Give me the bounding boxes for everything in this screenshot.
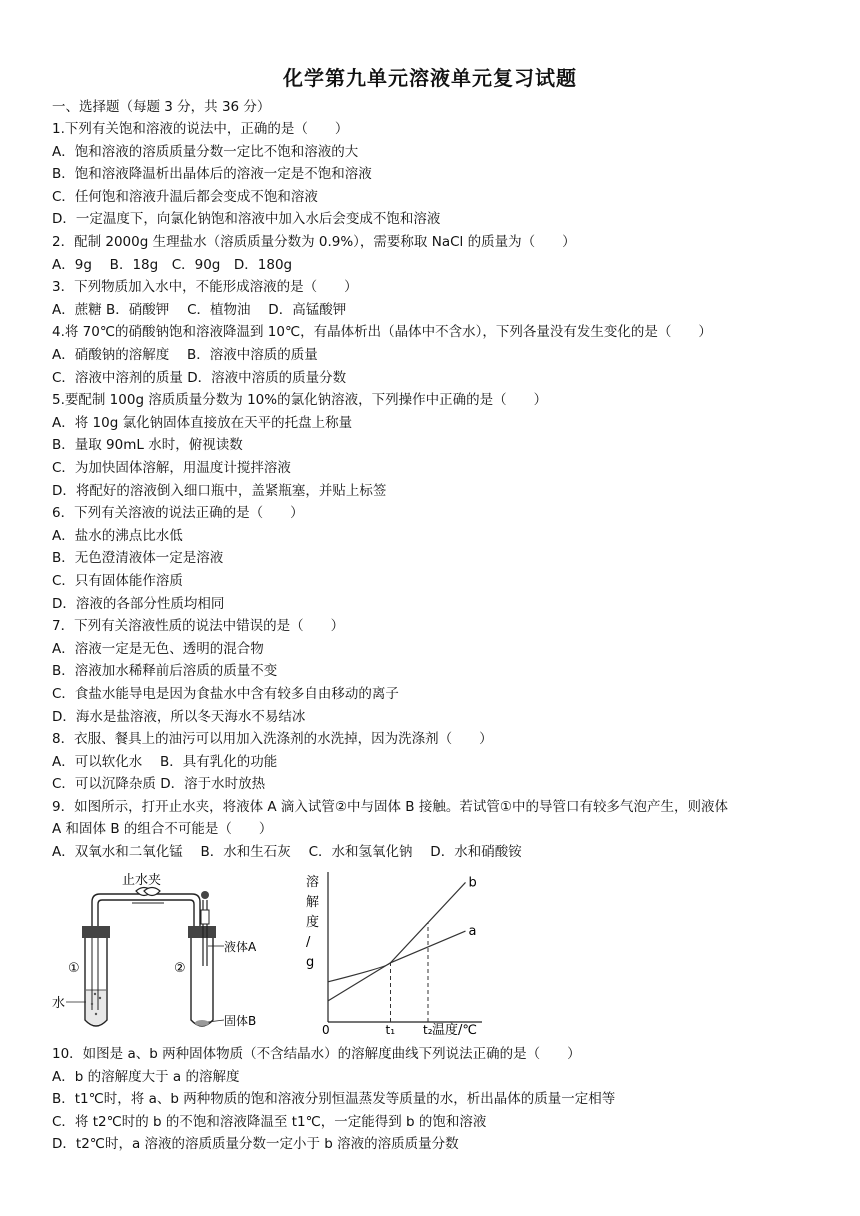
question-line: 2．配制 2000g 生理盐水（溶质质量分数为 0.9%），需要称取 NaCl 的质量为（ ） (52, 234, 576, 250)
y-label-char: 度 (306, 915, 320, 930)
q10-option: B．t1℃时，将 a、b 两种物质的饱和溶液分别恒温蒸发等质量的水，析出晶体的质量一定相等 (52, 1091, 616, 1107)
question-line: C．任何饱和溶液升温后都会变成不饱和溶液 (52, 188, 318, 205)
question-line: B．量取 90mL 水时，俯视读数 (52, 437, 243, 454)
question-line: C．食盐水能导电是因为食盐水中含有较多自由移动的离子 (52, 686, 399, 702)
question-line: 3．下列物质加入水中，不能形成溶液的是（ ） (52, 279, 358, 296)
q10-option: C．将 t2℃时的 b 的不饱和溶液降温至 t1℃，一定能得到 b 的饱和溶液 (52, 1113, 487, 1130)
tube2-label: ② (174, 961, 186, 976)
series-label-a: a (468, 924, 477, 940)
question-line: B．溶液加水稀释前后溶质的质量不变 (52, 663, 278, 680)
solubility-chart (298, 868, 488, 1035)
question-line: A．溶液一定是无色、透明的混合物 (52, 640, 264, 657)
test-tube-1 (82, 926, 110, 1026)
q10-option: A．b 的溶解度大于 a 的溶解度 (52, 1068, 240, 1085)
apparatus-figure (52, 870, 272, 1035)
x-tick-label: 0 (322, 1023, 330, 1035)
question-line: A．硝酸钠的溶解度 B．溶液中溶质的质量 (52, 347, 318, 363)
question-line: C．溶液中溶剂的质量 D．溶液中溶质的质量分数 (52, 369, 347, 386)
y-label-char: 解 (306, 895, 320, 910)
question-line: 4.将 70℃的硝酸钠饱和溶液降温到 10℃，有晶体析出（晶体中不含水），下列各量没有发生变化的是（ ） (52, 324, 712, 341)
q10-option: D．t2℃时，a 溶液的溶质质量分数一定小于 b 溶液的溶质质量分数 (52, 1136, 459, 1152)
question-line: D．一定温度下，向氯化钠饱和溶液中加入水后会变成不饱和溶液 (52, 211, 441, 228)
x-tick-label: t₂ (423, 1023, 433, 1035)
solid-b-label: 固体B (224, 1014, 257, 1028)
water-label: 水 (52, 996, 66, 1011)
y-label-char: 溶 (306, 875, 320, 890)
question-line: A．蔗糖 B．硝酸钾 C．植物油 D．高锰酸钾 (52, 301, 347, 318)
question-line: 6．下列有关溶液的说法正确的是（ ） (52, 505, 304, 522)
question-line: A．可以软化水 B．具有乳化的功能 (52, 753, 278, 770)
section-heading: 一、选择题（每题 3 分，共 36 分） (52, 99, 271, 115)
question-line: A．9g B．18g C．90g D．180g (52, 256, 293, 273)
question-line: A．盐水的沸点比水低 (52, 527, 183, 544)
x-tick-label: t₁ (385, 1023, 396, 1035)
series-label-b: b (468, 875, 477, 891)
question-line: 7．下列有关溶液性质的说法中错误的是（ ） (52, 618, 345, 635)
q9-stem-line2: A 和固体 B 的组合不可能是（ ） (52, 821, 273, 837)
question-line: A．饱和溶液的溶质质量分数一定比不饱和溶液的大 (52, 143, 359, 160)
question-line: D．海水是盐溶液，所以冬天海水不易结冰 (52, 708, 306, 725)
y-label-char: g (306, 955, 315, 970)
x-axis-label: 温度/℃ (432, 1023, 477, 1035)
test-tube-2 (188, 891, 216, 1026)
question-line: C．只有固体能作溶质 (52, 573, 183, 589)
y-label-char: / (306, 935, 311, 950)
liquid-a-label: 液体A (224, 940, 257, 954)
question-line: B．无色澄清液体一定是溶液 (52, 550, 224, 567)
question-line: D．溶液的各部分性质均相同 (52, 595, 225, 612)
question-line: C．可以沉降杂质 D．溶于水时放热 (52, 776, 266, 793)
question-line: A．将 10g 氯化钠固体直接放在天平的托盘上称量 (52, 414, 353, 431)
question-line: 5.要配制 100g 溶质质量分数为 10%的氯化钠溶液，下列操作中正确的是（ ） (52, 392, 548, 409)
question-line: 1.下列有关饱和溶液的说法中，正确的是（ ） (52, 121, 349, 137)
y-axis-label (306, 874, 319, 970)
page-title: 化学第九单元溶液单元复习试题 (283, 66, 577, 90)
q10-stem: 10．如图是 a、b 两种固体物质（不含结晶水）的溶解度曲线下列说法正确的是（ ） (52, 1046, 581, 1062)
question-line: C．为加快固体溶解，用温度计搅拌溶液 (52, 460, 291, 476)
q9-stem-line1: 9．如图所示，打开止水夹，将液体 A 滴入试管②中与固体 B 接触。若试管①中的导管口有较多气泡产生，则液体 (52, 799, 728, 815)
clamp-label: 止水夹 (122, 873, 162, 888)
tube1-label: ① (68, 961, 80, 976)
series-line-b (328, 882, 466, 1000)
q9-options: A．双氧水和二氧化锰 B．水和生石灰 C．水和氢氧化钠 D．水和硝酸铵 (52, 844, 522, 860)
question-line: B．饱和溶液降温析出晶体后的溶液一定是不饱和溶液 (52, 166, 372, 183)
question-line: D．将配好的溶液倒入细口瓶中，盖紧瓶塞，并贴上标签 (52, 482, 387, 499)
question-line: 8．衣服、餐具上的油污可以用加入洗涤剂的水洗掉，因为洗涤剂（ ） (52, 731, 493, 748)
